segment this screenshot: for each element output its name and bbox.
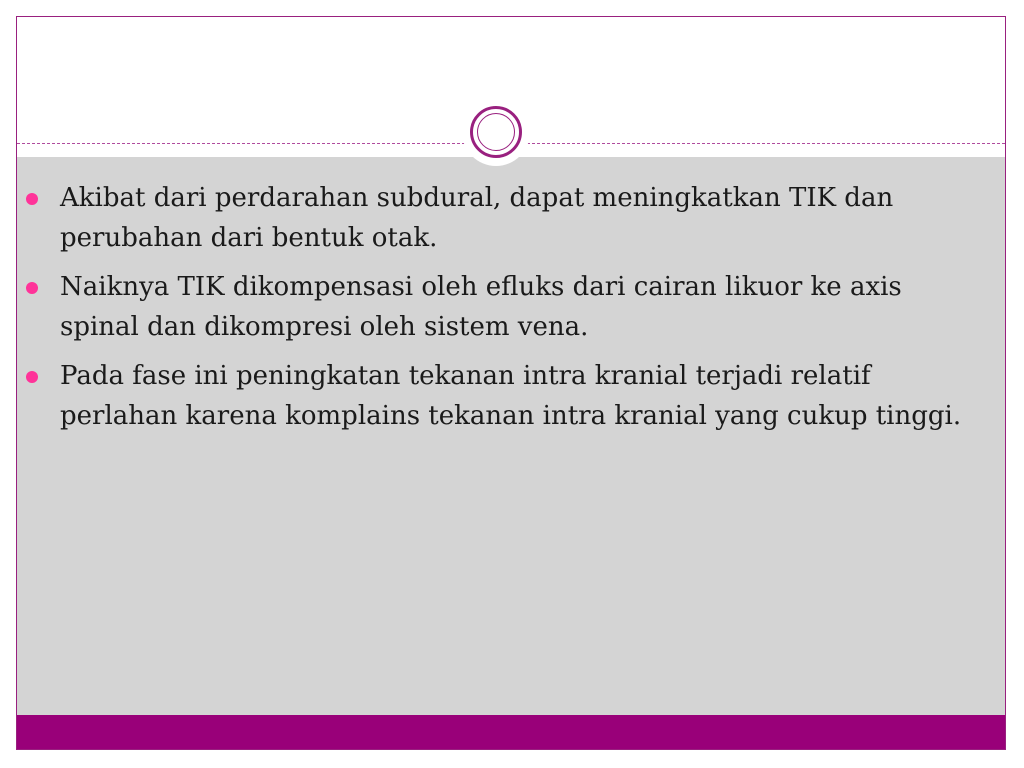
bullet-dot-icon: [26, 193, 38, 205]
bullet-text: Pada fase ini peningkatan tekanan intra kranial terjadi relatif perlahan karena komplains tekanan intra kranial yang cukup tinggi.: [60, 361, 962, 431]
bullet-list: [26, 178, 976, 445]
ornament-outer-ring: [470, 106, 522, 158]
footer-bar: [17, 715, 1005, 750]
bullet-dot-icon: [26, 282, 38, 294]
bullet-text: Akibat dari perdarahan subdural, dapat meningkatkan TIK dan perubahan dari bentuk otak.: [60, 183, 894, 253]
circle-ornament-icon: [462, 98, 530, 166]
bullet-item: [26, 356, 976, 436]
ornament-inner-ring: [477, 113, 515, 151]
bullet-item: [26, 267, 976, 347]
bullet-dot-icon: [26, 371, 38, 383]
bullet-text: Naiknya TIK dikompensasi oleh efluks dari cairan likuor ke axis spinal dan dikompresi oleh sistem vena.: [60, 272, 902, 342]
bullet-item: [26, 178, 976, 258]
